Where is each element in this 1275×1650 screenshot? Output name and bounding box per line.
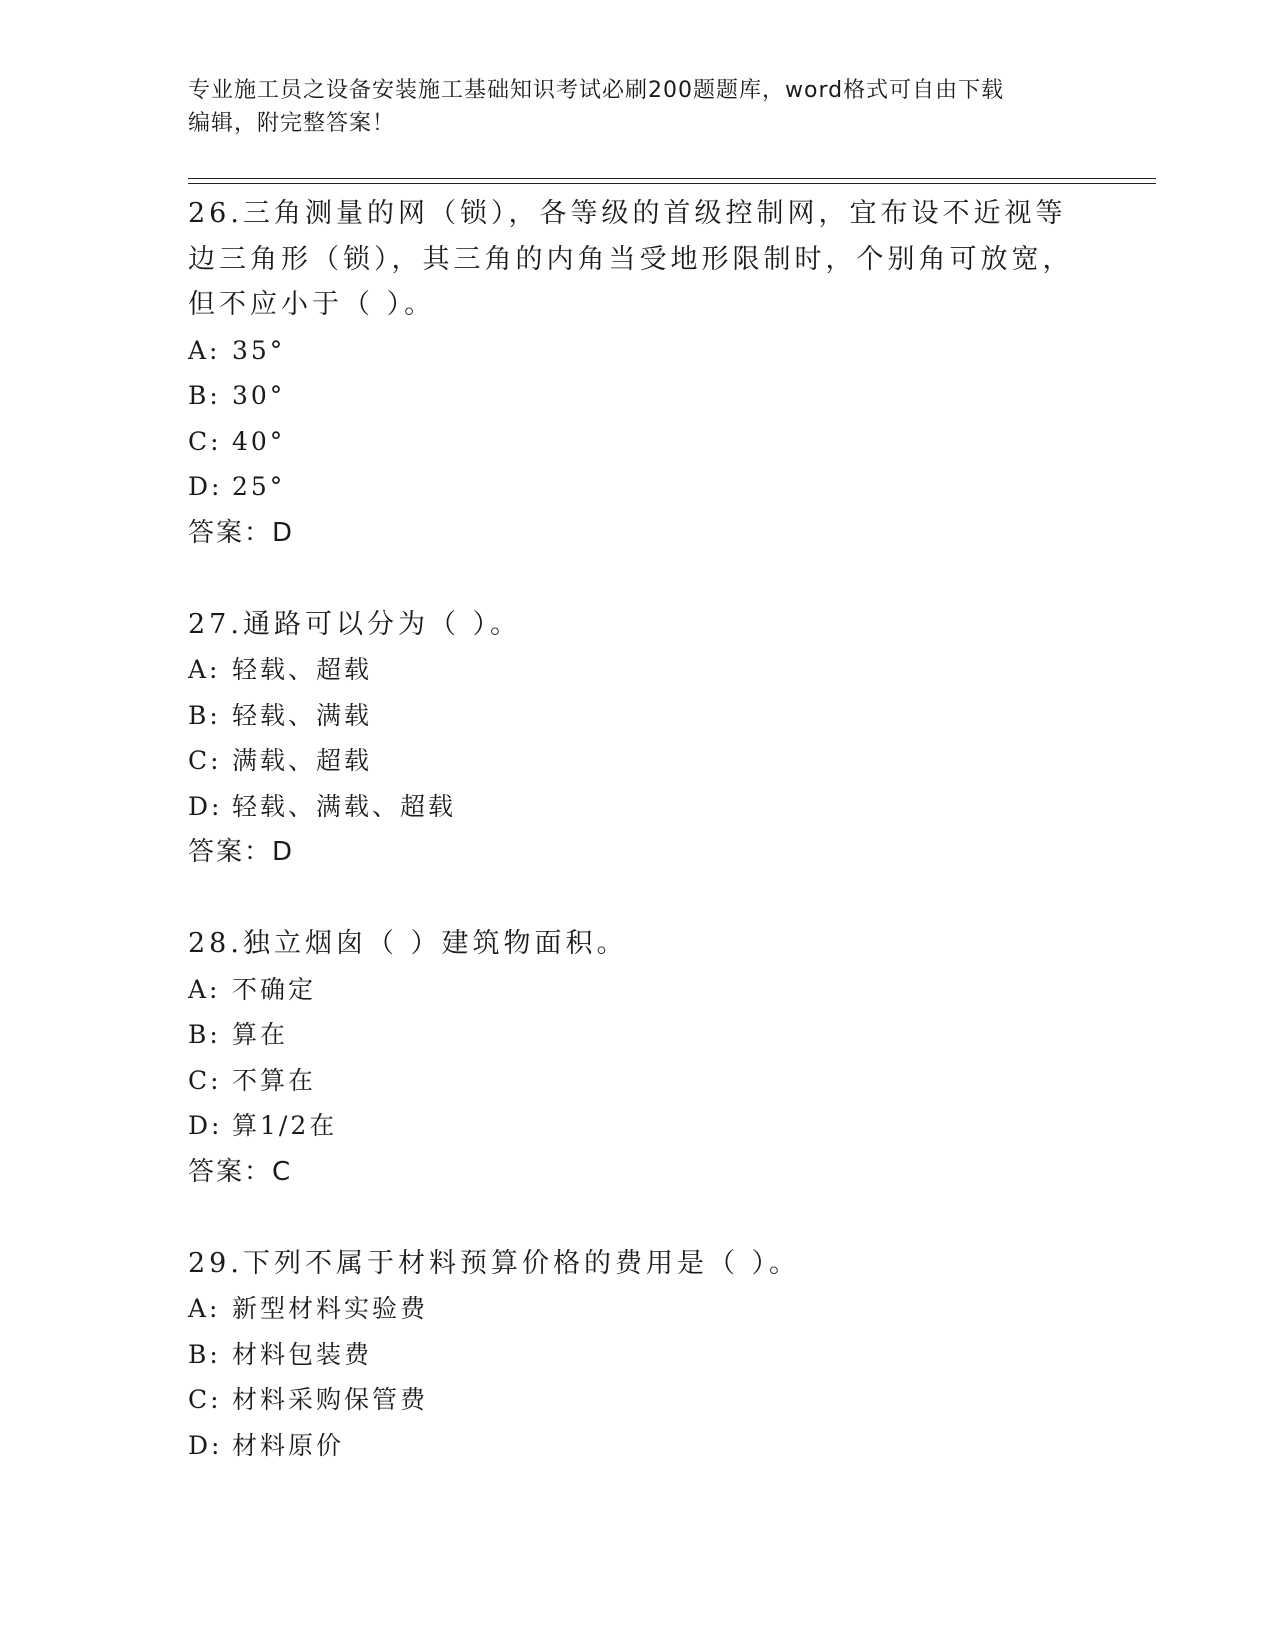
- option-key: B:: [188, 1020, 221, 1049]
- option-b: [188, 1332, 1088, 1378]
- option-key: C:: [188, 1385, 222, 1414]
- option-key: D:: [188, 1430, 223, 1460]
- option-text: 材料包装费: [232, 1339, 373, 1369]
- option-d: [188, 464, 1088, 510]
- option-a: [188, 967, 1088, 1013]
- option-text: 材料采购保管费: [232, 1385, 429, 1414]
- question-stem: 27.通路可以分为（ ）。: [188, 608, 522, 640]
- question-29: [188, 1241, 1088, 1469]
- option-b: [188, 373, 1088, 419]
- question-28: [188, 921, 1088, 1195]
- option-key: C:: [188, 746, 222, 775]
- option-key: D:: [188, 472, 223, 501]
- option-key: A:: [188, 1294, 221, 1323]
- option-b: [188, 1012, 1088, 1058]
- header-divider-top: [188, 178, 1156, 179]
- option-a: [188, 328, 1088, 374]
- option-text: 25°: [232, 472, 286, 501]
- question-stem: 29.下列不属于材料预算价格的费用是（ ）。: [188, 1247, 801, 1279]
- option-d: [188, 1103, 1088, 1149]
- question-27: [188, 602, 1088, 876]
- document-header: [188, 74, 1088, 140]
- option-text: 轻载、超载: [232, 655, 373, 684]
- option-c: [188, 1058, 1088, 1104]
- option-key: A:: [188, 974, 221, 1004]
- option-key: D:: [188, 1111, 223, 1140]
- option-text: 不算在: [232, 1065, 317, 1095]
- option-text: 算1/2在: [232, 1111, 338, 1140]
- option-a: [188, 647, 1088, 693]
- option-text: 算在: [232, 1020, 289, 1049]
- option-text: 材料原价: [232, 1430, 345, 1460]
- option-b: [188, 693, 1088, 739]
- option-text: 30°: [232, 381, 286, 410]
- option-key: A:: [188, 655, 221, 684]
- header-divider-bottom: [188, 183, 1156, 184]
- option-c: [188, 738, 1088, 784]
- header-line-1: 专业施工员之设备安装施工基础知识考试必刷200题题库，word格式可自由下载: [188, 78, 1005, 103]
- option-c: [188, 1377, 1088, 1423]
- option-text: 轻载、满载: [232, 700, 373, 730]
- answer-text: 答案：D: [188, 517, 295, 548]
- option-d: [188, 1423, 1088, 1469]
- option-text: 40°: [232, 426, 286, 456]
- question-list: [188, 191, 1088, 1514]
- option-key: B:: [188, 381, 221, 410]
- option-a: [188, 1286, 1088, 1332]
- option-text: 不确定: [232, 974, 317, 1004]
- header-line-2: 编辑，附完整答案！: [188, 111, 396, 136]
- answer-text: 答案：C: [188, 1156, 293, 1187]
- option-text: 35°: [232, 335, 286, 365]
- option-key: B:: [188, 1339, 221, 1369]
- option-key: C:: [188, 1065, 222, 1095]
- option-d: [188, 784, 1088, 830]
- option-key: A:: [188, 335, 221, 365]
- question-stem: 28.独立烟囱（ ）建筑物面积。: [188, 928, 628, 959]
- option-c: [188, 419, 1088, 465]
- option-text: 满载、超载: [232, 746, 373, 775]
- option-key: B:: [188, 700, 221, 730]
- option-text: 轻载、满载、超载: [232, 791, 457, 821]
- answer-text: 答案：D: [188, 837, 295, 867]
- option-key: D:: [188, 791, 223, 821]
- question-stem: 26.三角测量的网（锁），各等级的首级控制网，宜布设不近视等边三角形（锁），其三角的内角当受地形限制时，个别角可放宽，但不应小于（ ）。: [188, 198, 1074, 320]
- question-26: [188, 191, 1088, 556]
- option-key: C:: [188, 426, 222, 456]
- option-text: 新型材料实验费: [232, 1294, 429, 1323]
